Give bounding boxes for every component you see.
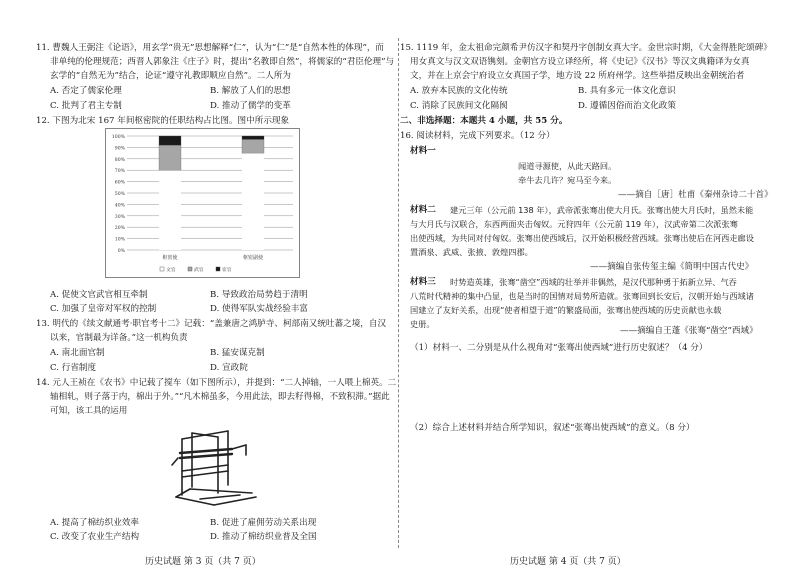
right-page-footer: 历史试题 第 4 页（共 7 页） [510,557,626,567]
q11-option-c[interactable]: C. 批判了君主专制 [50,101,122,111]
right-page [400,0,800,579]
q13-option-b[interactable]: B. 猛安谋克制 [210,348,265,358]
cotton-gin-illustration [170,425,260,507]
material-three-source: ——摘编自王蓬《张骞“凿空”西域》 [620,326,758,336]
q11-option-d[interactable]: D. 推动了儒学的变革 [210,101,291,111]
chart-bar-segment [159,170,181,250]
chart-ytick-label: 80% [114,157,125,163]
material-two-line2: 与大月氏与汉联合，东西两面夹击匈奴。元狩四年（公元前 119 年），汉武帝第二次派张骞 [410,219,738,229]
chart-category-label: 枢密副使 [242,255,264,261]
q13-option-a[interactable]: A. 南北面官制 [50,348,105,358]
q12-option-b[interactable]: B. 导致政治局势趋于清明 [210,290,308,300]
poem-line2: 牵牛去几许？宛马至今来。 [518,175,617,185]
chart-ytick-label: 0% [117,249,125,254]
q15-stem-line1: 15. 1119 年，金太祖命完颜希尹仿汉字和契丹字创制女真大字。金世宗时期，《大金得胜陀颂碑》 [400,43,772,53]
q11-option-a[interactable]: A. 否定了儒家伦理 [50,86,122,96]
page-divider [398,38,399,548]
q13-stem-line2: 以来，官制最为详备。”这一机构负责 [50,333,188,343]
chart-ytick-label: 10% [114,237,125,243]
chart-legend-swatch [160,267,164,271]
chart-bar-segment [159,136,181,145]
question-1: （1）材料一、二分别是从什么视角对“张骞出使西域”进行历史叙述？（4 分） [410,343,708,353]
material-two-source: ——摘编自张传玺主编《简明中国古代史》 [590,262,754,272]
q14-stem-line3: 可知，该工具的运用 [50,406,128,416]
q11-stem-line2: 非单纯的伦理规范；西晋人郭象注《庄子》时，提出“名教即自然”，将儒家的“君臣伦理”与 [50,57,395,67]
q12-option-c[interactable]: C. 加强了皇帝对军权的控制 [50,304,157,314]
q15-stem-line2: 用女真文与汉文双语镌刻。金朝官方设立译经所，将《史记》《汉书》等汉文典籍译为女真 [410,57,750,67]
q15-option-d[interactable]: D. 遵循因俗而治文化政策 [578,101,676,111]
material-two-line4: 置酒泉、武威、张掖、敦煌四郡。 [410,247,533,257]
q11-stem-line3: 玄学的“自然无为”结合，论证“遵守礼教即顺应自然”。二人所为 [50,71,292,81]
q12-stem: 12. 下图为北宋 167 年间枢密院的任职结构占比图。图中所示现象 [36,116,290,126]
section-heading: 二、非选择题：本题共 4 小题，共 55 分。 [400,116,568,126]
q11-option-b[interactable]: B. 解放了人们的思想 [210,86,291,96]
q13-option-d[interactable]: D. 宣政院 [210,363,248,373]
chart-legend-label: 宦官 [222,267,232,273]
material-one-source: ——摘自［唐］杜甫《秦州杂诗二十首》 [618,190,773,200]
chart-legend-label: 武官 [194,267,204,273]
chart-legend-swatch [188,267,192,271]
chart-ytick-label: 20% [114,226,125,232]
chart-legend-label: 文官 [166,267,176,273]
q15-stem-line3: 文，并在上京会宁府设立女真国子学，地方设 22 所府州学。这些举措反映出金朝统治者 [410,71,745,81]
q14-option-b[interactable]: B. 促进了雇佣劳动关系出现 [210,518,317,528]
q14-stem-line1: 14. 元人王祯在《农书》中记载了搅车（如下图所示），并提到：“二人掉轴，一人喂上棉英。二 [36,378,397,388]
q16-stem: 16. 阅读材料，完成下列要求。（12 分） [400,131,555,141]
chart-ytick-label: 100% [111,135,125,140]
q12-chart [105,128,300,278]
material-three-line2: 八荒时代精神的集中凸显，也是当时的国情对局势所造就。张骞回到长安后，汉朝开始与西域诸 [410,291,754,301]
q14-option-d[interactable]: D. 推动了棉纺织业普及全国 [210,532,317,542]
chart-category-label: 枢密使 [162,255,178,261]
chart-ytick-label: 40% [114,203,125,209]
material-three-line3: 国建立了友好关系，出现“使者相望于道”的繁盛局面，张骞出使西域的历史贡献也永载 [410,305,722,315]
chart-bar-segment [159,145,181,170]
chart-ytick-label: 50% [114,192,125,197]
chart-ytick-label: 70% [114,169,125,175]
material-two-label: 材料二 [410,205,436,215]
chart-ytick-label: 90% [114,146,125,152]
poem-line1: 闻道寻源使，从此天路回。 [518,161,617,171]
q14-option-a[interactable]: A. 提高了棉纺织业效率 [50,518,140,528]
q11-stem-line1: 11. 曹魏人王弼注《论语》，用玄学“贵无”思想解释“仁”，认为“仁”是“自然本性的体现”，而 [36,43,385,53]
chart-bar-segment [242,139,264,153]
chart-legend-swatch [216,267,220,271]
material-three-line4: 史册。 [410,319,435,329]
q15-option-a[interactable]: A. 放弃本民族的文化传统 [410,86,508,96]
material-three-line1: 时势造英雄，张骞“凿空”西域的壮举并非偶然，是汉代那种勇于拓新立异、气吞 [450,277,737,287]
q13-stem-line1: 13. 明代的《续文献通考·职官考十二》记载：“盖兼唐之鸿胪寺、柯部南又统吐蕃之境，自汉 [36,319,387,329]
q14-stem-line2: 轴相轧，则子落于内，棉出于外。”“凡木棉虽多，今用此法，即去籽得棉，不致积滞。”据此 [50,392,390,402]
question-2: （2）综合上述材料并结合所学知识，叙述“张骞出使西域”的意义。（8 分） [410,423,695,433]
q13-option-c[interactable]: C. 行省制度 [50,363,97,373]
chart-ytick-label: 60% [114,180,125,186]
q12-option-a[interactable]: A. 促使文官武官相互牵制 [50,290,148,300]
q14-option-c[interactable]: C. 改变了农业生产结构 [50,532,140,542]
q15-option-c[interactable]: C. 消除了民族间文化隔阂 [410,101,508,111]
chart-bar-segment [242,136,264,139]
chart-bar-segment [242,153,264,250]
q15-option-b[interactable]: B. 具有多元一体文化意识 [578,86,676,96]
left-page-footer: 历史试题 第 3 页（共 7 页） [145,557,261,567]
material-three-label: 材料三 [410,277,436,287]
q12-option-d[interactable]: D. 使得军队实战经验丰富 [210,304,308,314]
chart-ytick-label: 30% [114,214,125,220]
material-one-title: 材料一 [410,146,436,156]
material-two-line3: 出使西域，为共同对付匈奴。张骞出使西域后，汉开始积极经营西域。张骞出使后在河西走廊设 [410,233,754,243]
material-two-line1: 建元三年（公元前 138 年），武帝派张骞出使大月氏。张骞出使大月氏时，虽然未能 [450,205,754,215]
